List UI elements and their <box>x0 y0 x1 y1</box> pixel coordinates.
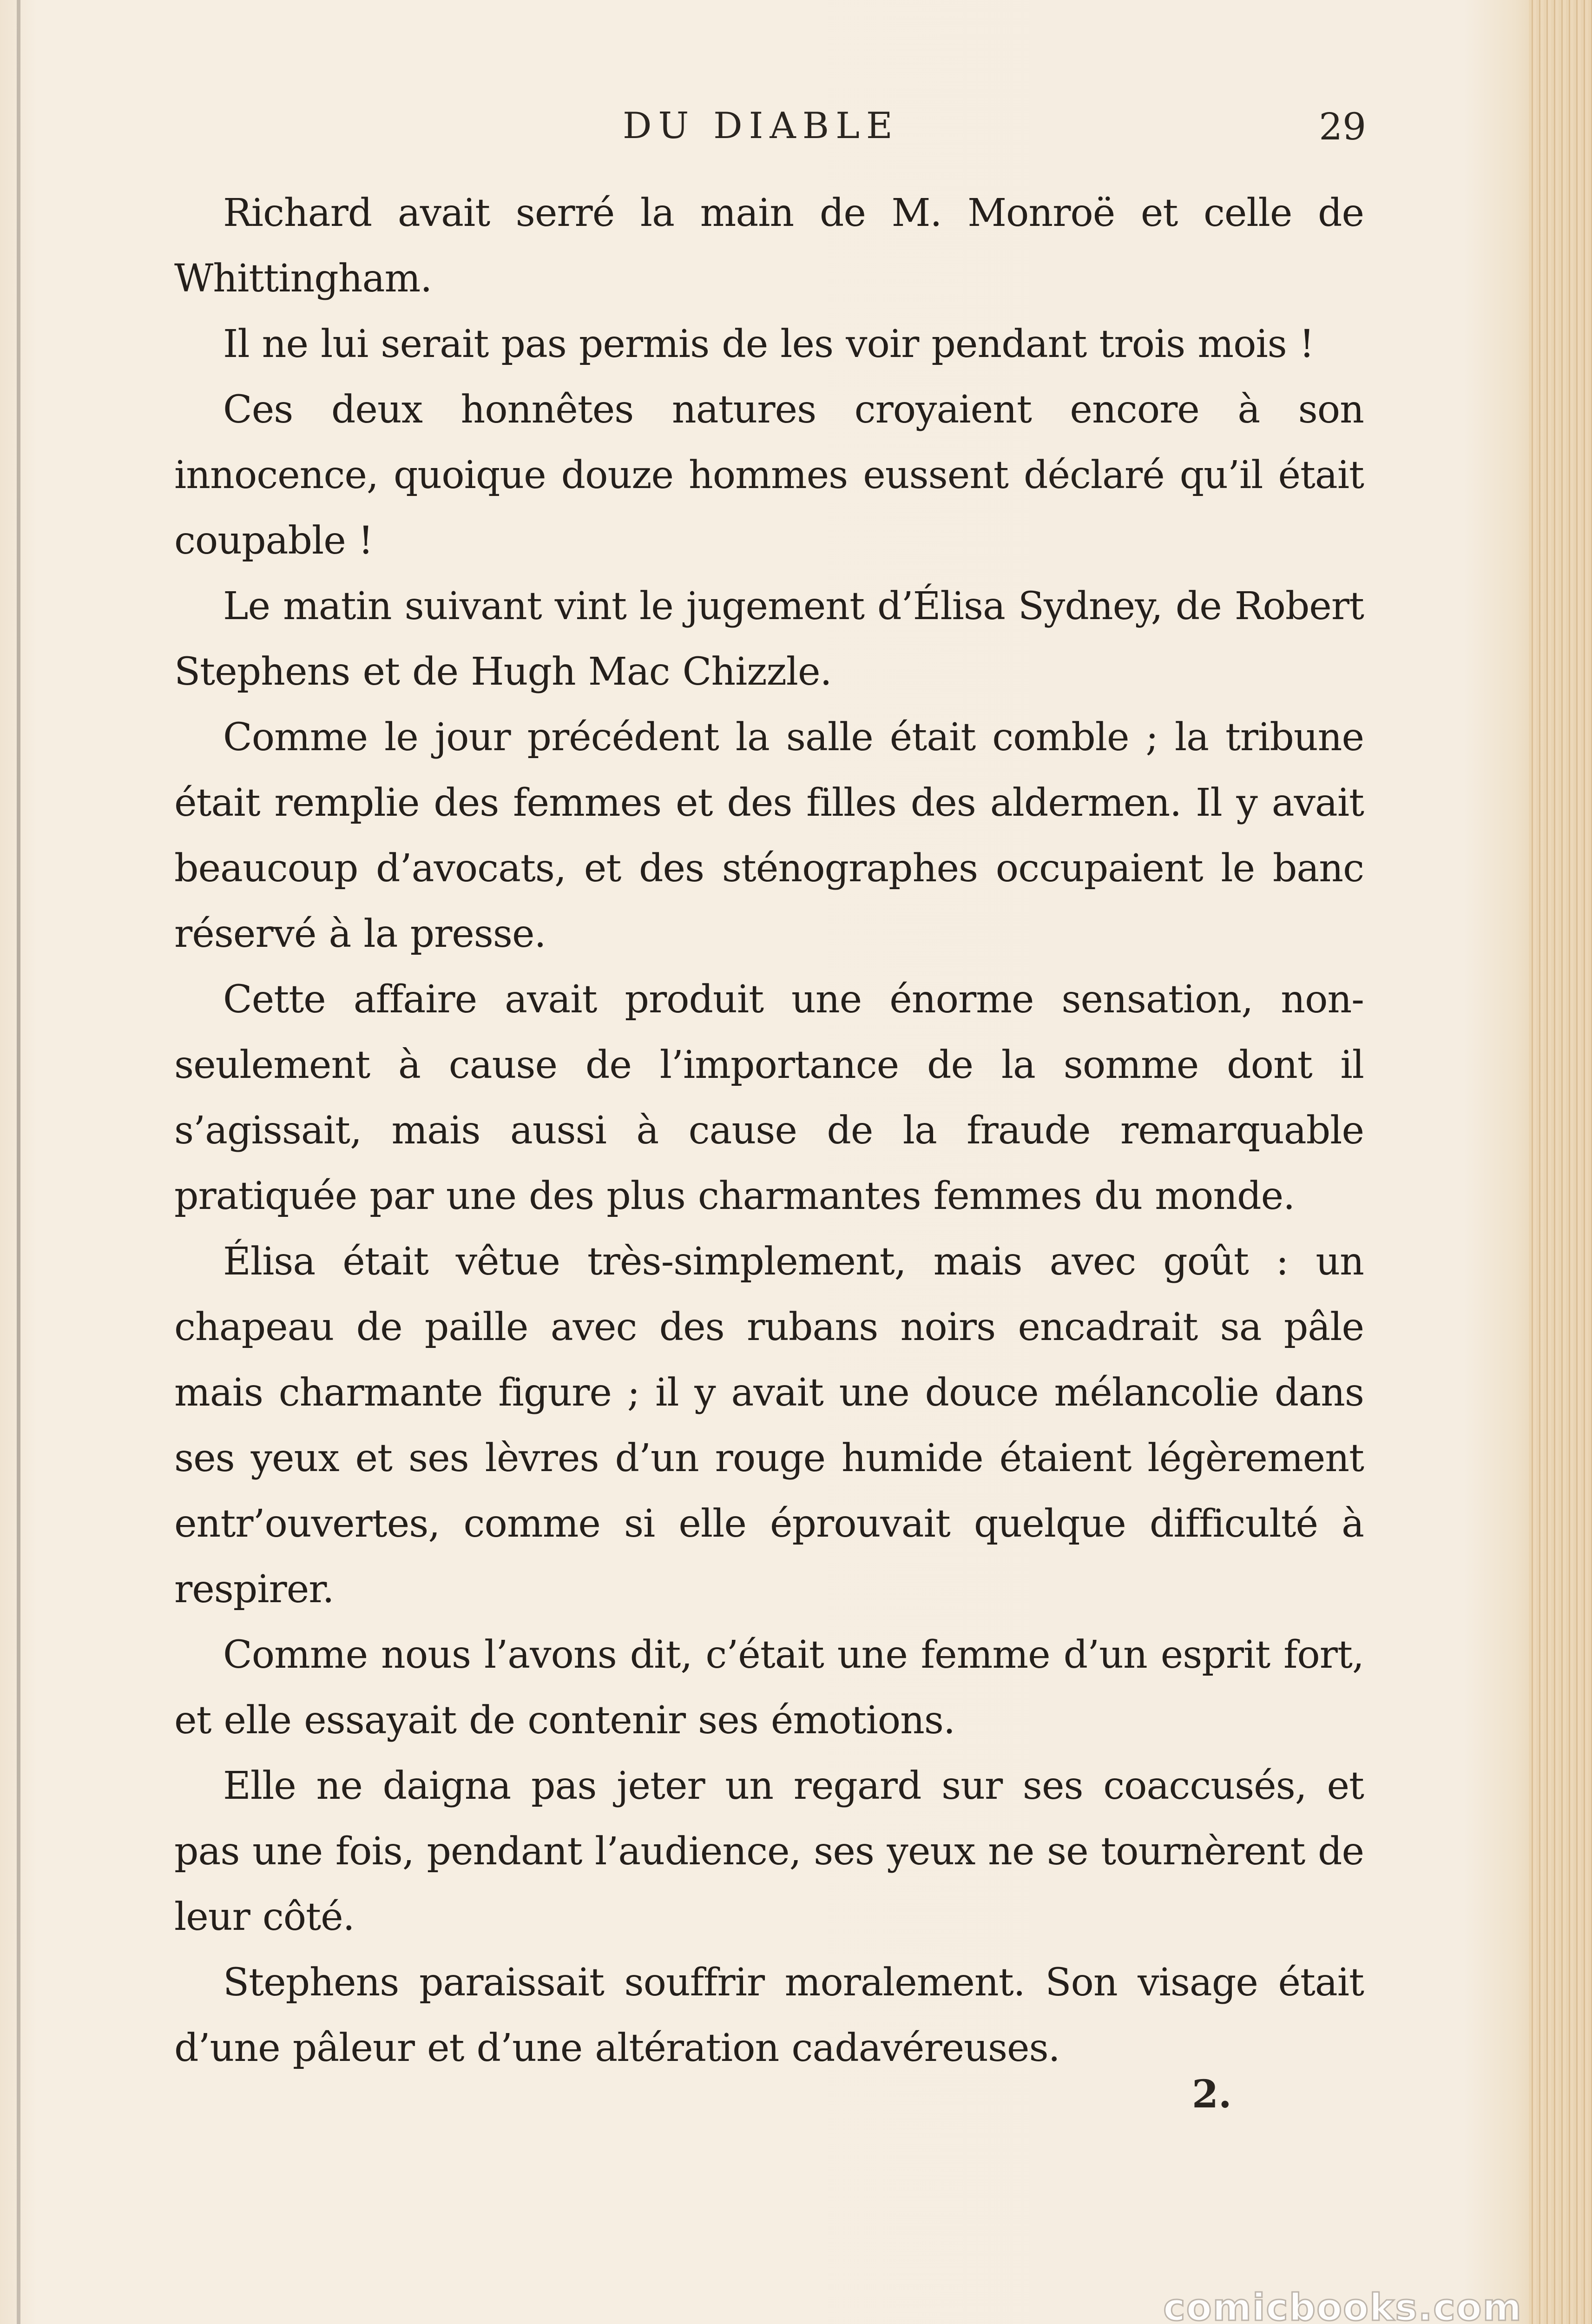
page-edges <box>1529 0 1592 2324</box>
paragraph: Élisa était vêtue très-simplement, mais avec goût : un chapeau de paille avec des rubans noirs encadrait sa pâle mais charmante figure ; il y avait une douce mélancolie dans ses yeux et ses lèvres d’un rouge humide étaient légèrement entr’ouvertes, comme si elle éprouvait quelque difficulté à respirer. <box>174 1240 1364 1611</box>
spine-shadow <box>17 0 20 2324</box>
paragraph: Le matin suivant vint le jugement d’Élisa Sydney, de Robert Stephens et de Hugh Mac Chizzle. <box>174 584 1364 694</box>
paragraph: Richard avait serré la main de M. Monroë et celle de Whittingham. <box>174 191 1364 301</box>
paragraph: Comme le jour précédent la salle était comble ; la tribune était remplie des femmes et des filles des aldermen. Il y avait beaucoup d’avocats, et des sténographes occupaient le banc réservé à la presse. <box>174 715 1364 956</box>
watermark: comicbooks.com <box>1163 2286 1522 2324</box>
paragraph: Il ne lui serait pas permis de les voir pendant trois mois ! <box>223 322 1314 366</box>
body-text <box>174 180 1364 2081</box>
signature-mark: 2. <box>1192 2072 1232 2117</box>
paragraph: Cette affaire avait produit une énorme sensation, non-seulement à cause de l’importance de la somme dont il s’agissait, mais aussi à cause de la fraude remarquable pratiquée par une des plus charmantes femmes du monde. <box>174 977 1364 1218</box>
paragraph: Elle ne daigna pas jeter un regard sur ses coaccusés, et pas une fois, pendant l’audience, ses yeux ne se tournèrent de leur côté. <box>174 1764 1364 1939</box>
paragraph: Stephens paraissait souffrir moralement. Son visage était d’une pâleur et d’une altération cadavéreuses. <box>174 1961 1364 2070</box>
running-title: DU DIABLE <box>623 105 899 147</box>
page-number: 29 <box>1319 105 1366 148</box>
paragraph: Ces deux honnêtes natures croyaient encore à son innocence, quoique douze hommes eussent déclaré qu’il était coupable ! <box>174 388 1364 563</box>
paragraph: Comme nous l’avons dit, c’était une femme d’un esprit fort, et elle essayait de contenir ses émotions. <box>174 1633 1364 1743</box>
running-head <box>177 105 1366 156</box>
